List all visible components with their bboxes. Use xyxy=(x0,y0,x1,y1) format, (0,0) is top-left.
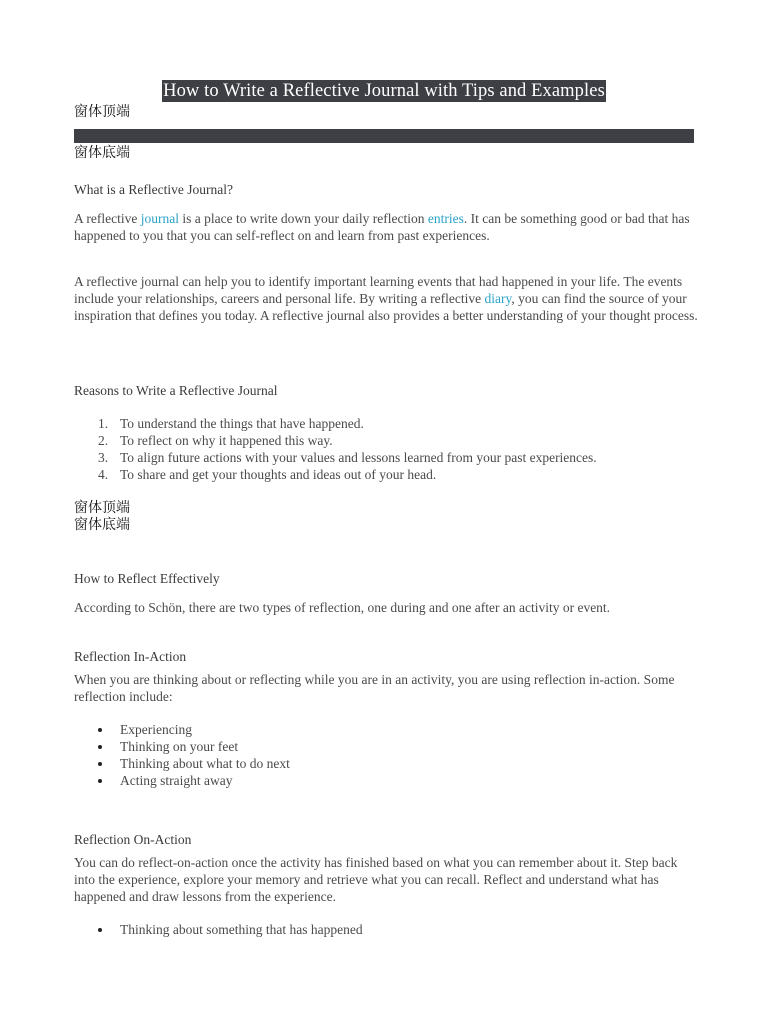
paragraph-schon: According to Schön, there are two types of reflection, one during and one after an activity or event. xyxy=(74,600,611,615)
link-entries[interactable]: entries xyxy=(427,211,464,226)
list-number: 1. xyxy=(98,416,109,431)
list-item xyxy=(74,721,290,738)
form-bottom-marker-2: 窗体底端 xyxy=(74,518,130,533)
list-item-text: Thinking about what to do next xyxy=(120,756,290,771)
form-top-marker: 窗体顶端 xyxy=(74,105,130,120)
paragraph-on-action: You can do reflect-on-action once the activity has finished based on what you can remember about it. Step back into the experience, explore your memory and retrieve what you can recall. Reflect and understand what has happened and draw lessons from the experience. xyxy=(74,855,678,904)
in-action-list xyxy=(74,721,290,789)
section-heading-how-to-reflect: How to Reflect Effectively xyxy=(74,571,220,586)
link-journal[interactable]: journal xyxy=(140,211,179,226)
text-span: A reflective xyxy=(74,211,141,226)
section-heading-on-action: Reflection On-Action xyxy=(74,832,192,847)
list-item xyxy=(74,921,363,938)
list-item xyxy=(74,449,597,466)
text-span: A reflective journal can help you to identify important learning events that had happened in your life. The events include your relationships, careers and personal life. By writing a reflective xyxy=(74,274,683,306)
title-container xyxy=(0,80,768,102)
list-item xyxy=(74,432,597,449)
text-span: . It can be something good or bad that has happened to you that you can self-reflect on and learn from past experiences. xyxy=(74,211,690,243)
page-title: How to Write a Reflective Journal with Tips and Examples xyxy=(163,81,605,101)
bullet-icon xyxy=(98,745,102,749)
link-diary[interactable]: diary xyxy=(484,291,512,306)
list-number: 4. xyxy=(98,467,109,482)
list-item-text: Experiencing xyxy=(120,722,192,737)
paragraph-definition xyxy=(74,210,698,244)
list-item-text: To share and get your thoughts and ideas out of your head. xyxy=(120,467,437,482)
list-item xyxy=(74,738,290,755)
on-action-list xyxy=(74,921,363,938)
text-span: is a place to write down your daily reflection xyxy=(178,211,428,226)
reasons-list xyxy=(74,415,597,483)
list-item-text: Thinking on your feet xyxy=(120,739,239,754)
list-number: 3. xyxy=(98,450,109,465)
list-item xyxy=(74,466,597,483)
list-item-text: Thinking about something that has happened xyxy=(120,922,363,937)
form-bottom-marker: 窗体底端 xyxy=(74,146,130,161)
list-item xyxy=(74,755,290,772)
bullet-icon xyxy=(98,928,102,932)
list-item-text: To align future actions with your values and lessons learned from your past experiences. xyxy=(120,450,597,465)
bullet-icon xyxy=(98,728,102,732)
paragraph-in-action: When you are thinking about or reflecting while you are in an activity, you are using reflection in-action. Some reflection include: xyxy=(74,672,675,704)
list-item-text: Acting straight away xyxy=(120,773,233,788)
list-number: 2. xyxy=(98,433,109,448)
bullet-icon xyxy=(98,762,102,766)
form-top-marker-2: 窗体顶端 xyxy=(74,501,130,516)
bullet-icon xyxy=(98,779,102,783)
list-item-text: To reflect on why it happened this way. xyxy=(120,433,333,448)
section-heading-what-is: What is a Reflective Journal? xyxy=(74,182,233,197)
section-heading-reasons: Reasons to Write a Reflective Journal xyxy=(74,383,278,398)
list-item xyxy=(74,415,597,432)
list-item xyxy=(74,772,290,789)
paragraph-benefits xyxy=(74,273,698,324)
list-item-text: To understand the things that have happened. xyxy=(120,416,364,431)
form-divider-bar xyxy=(74,129,694,143)
section-heading-in-action: Reflection In-Action xyxy=(74,649,187,664)
text-span: , you can find the source of your inspiration that defines you today. A reflective journal also provides a better understanding of your thought process. xyxy=(74,291,698,323)
